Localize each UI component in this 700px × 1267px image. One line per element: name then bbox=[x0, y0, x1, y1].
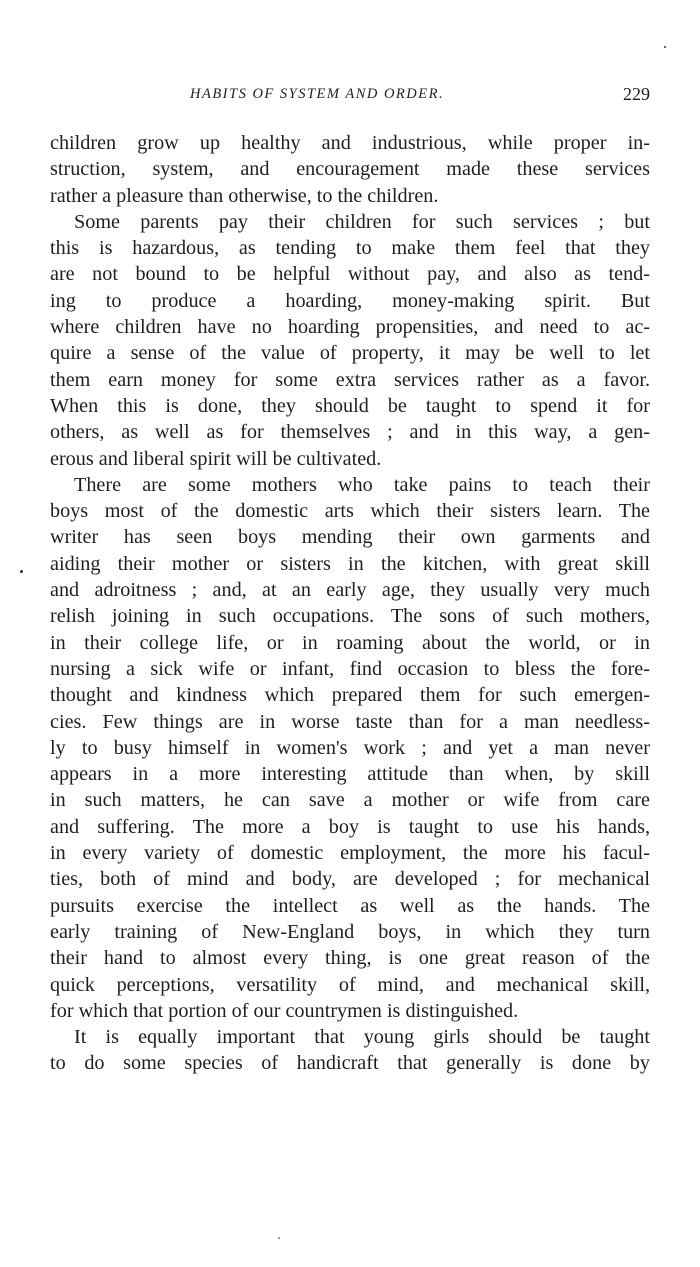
ink-speck bbox=[20, 570, 23, 573]
body-text bbox=[50, 130, 650, 1077]
text-line: in their college life, or in roaming about the world, or in bbox=[50, 631, 650, 654]
text-line: where children have no hoarding propensities, and need to ac- bbox=[50, 316, 650, 339]
text-line: appears in a more interesting attitude than when, by skill bbox=[50, 763, 650, 786]
text-line: this is hazardous, as tending to make them feel that they bbox=[50, 237, 650, 260]
text-line: to do some species of handicraft that generally is done by bbox=[50, 1052, 650, 1075]
text-line: and adroitness ; and, at an early age, they usually very much bbox=[50, 579, 650, 602]
text-line: There are some mothers who take pains to teach their bbox=[74, 473, 650, 496]
text-line: ties, both of mind and body, are developed ; for mechanical bbox=[50, 868, 650, 891]
text-line: erous and liberal spirit will be cultivated. bbox=[50, 447, 382, 470]
text-line: and suffering. The more a boy is taught to use his hands, bbox=[50, 815, 650, 838]
text-line: children grow up healthy and industrious, while proper in- bbox=[50, 132, 650, 154]
text-line: cies. Few things are in worse taste than for a man needless- bbox=[50, 710, 650, 733]
text-line: ing to produce a hoarding, money-making spirit. But bbox=[50, 289, 650, 312]
ink-speck bbox=[664, 46, 666, 48]
text-line: are not bound to be helpful without pay, and also as tend- bbox=[50, 263, 650, 286]
text-line: relish joining in such occupations. The sons of such mothers, bbox=[50, 605, 650, 628]
text-line: pursuits exercise the intellect as well as the hands. The bbox=[50, 894, 650, 917]
ink-speck bbox=[278, 1237, 280, 1239]
text-line: quire a sense of the value of property, it may be well to let bbox=[50, 342, 650, 365]
text-line: quick perceptions, versatility of mind, and mechanical skill, bbox=[50, 973, 650, 996]
page-header bbox=[50, 86, 650, 110]
text-line: others, as well as for themselves ; and in this way, a gen- bbox=[50, 421, 650, 444]
page-number: 229 bbox=[623, 84, 650, 104]
text-line: in such matters, he can save a mother or wife from care bbox=[50, 789, 650, 812]
text-line: boys most of the domestic arts which their sisters learn. The bbox=[50, 500, 650, 523]
text-line: ly to busy himself in women's work ; and yet a man never bbox=[50, 736, 650, 759]
text-line: writer has seen boys mending their own garments and bbox=[50, 526, 650, 549]
text-line: struction, system, and encouragement made these services bbox=[50, 158, 650, 181]
text-line: aiding their mother or sisters in the kitchen, with great skill bbox=[50, 552, 650, 575]
text-line: for which that portion of our countrymen is distinguished. bbox=[50, 999, 519, 1022]
text-line: Some parents pay their children for such services ; but bbox=[74, 210, 650, 233]
text-line: in every variety of domestic employment, the more his facul- bbox=[50, 842, 650, 865]
text-line: rather a pleasure than otherwise, to the children. bbox=[50, 184, 439, 207]
text-line: their hand to almost every thing, is one great reason of the bbox=[50, 947, 650, 970]
text-line: When this is done, they should be taught to spend it for bbox=[50, 394, 650, 417]
text-line: thought and kindness which prepared them for such emergen- bbox=[50, 684, 650, 707]
text-line: early training of New-England boys, in which they turn bbox=[50, 920, 650, 943]
text-line: nursing a sick wife or infant, find occasion to bless the fore- bbox=[50, 657, 650, 680]
text-line: It is equally important that young girls should be taught bbox=[74, 1026, 650, 1049]
text-line: them earn money for some extra services rather as a favor. bbox=[50, 368, 650, 391]
running-head: HABITS OF SYSTEM AND ORDER. bbox=[190, 86, 445, 102]
